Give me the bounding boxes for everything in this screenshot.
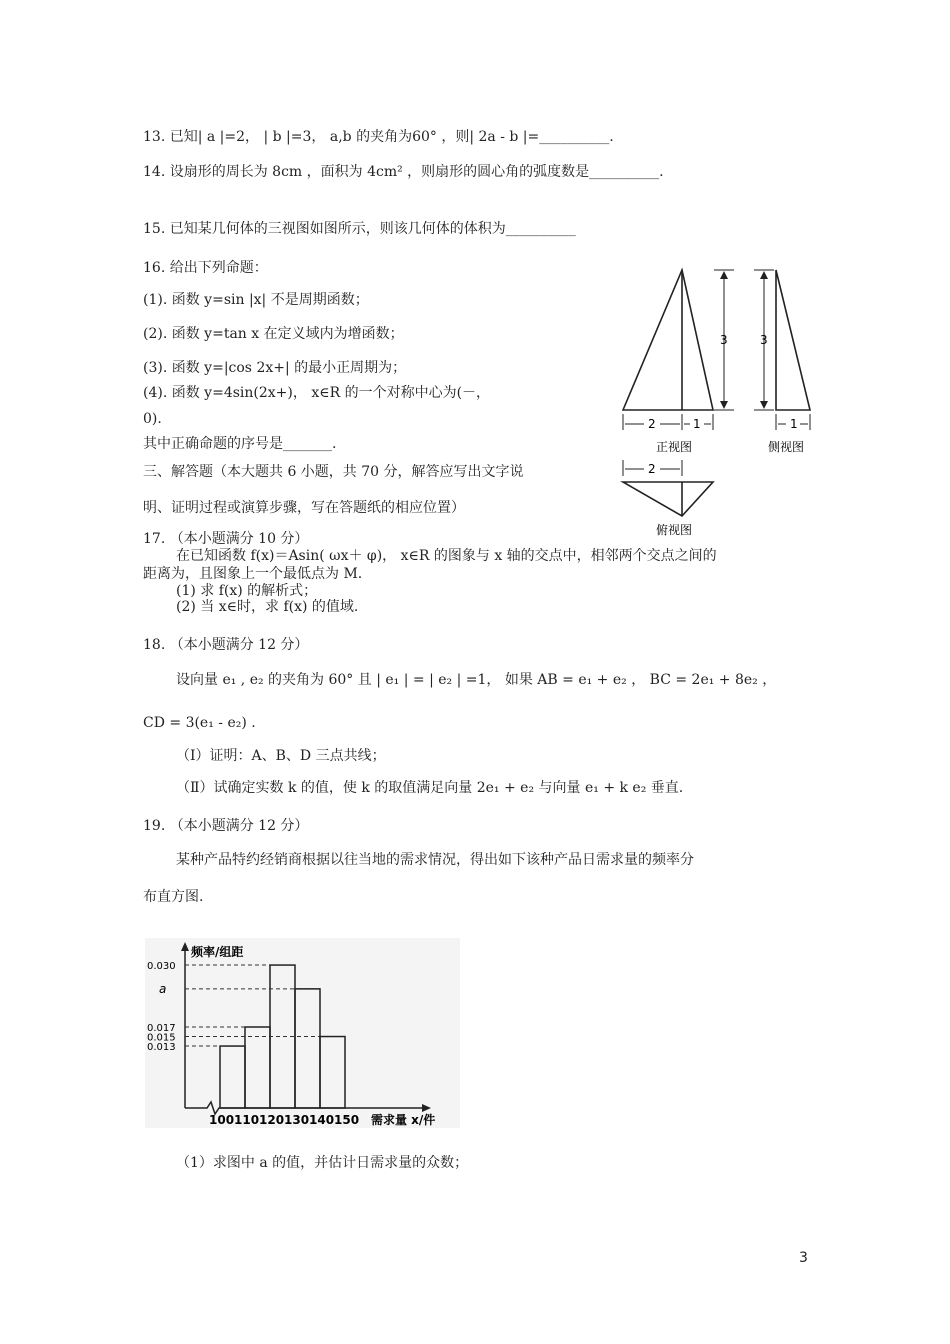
x-tick-label: 100 — [209, 1113, 235, 1127]
question-18-part: （Ⅰ）证明：A、B、D 三点共线； — [176, 748, 386, 764]
question-17-line: 距离为，且图象上一个最低点为 M. — [143, 566, 363, 582]
question-19-part: （1）求图中 a 的值，并估计日需求量的众数； — [176, 1155, 469, 1171]
question-17-part: (2) 当 x∈时，求 f(x) 的值域. — [176, 599, 359, 615]
x-axis-arrow — [422, 1104, 431, 1112]
histogram-bar — [220, 1046, 245, 1108]
question-19-line: 布直方图. — [143, 889, 204, 905]
question-16-item: (3). 函数 y=|cos 2x+| 的最小正周期为； — [143, 360, 407, 376]
x-tick-label: 130 — [284, 1113, 310, 1127]
question-16-title: 16. 给出下列命题： — [143, 260, 268, 276]
y-tick-label: 0.015 — [147, 1032, 176, 1044]
page-number: 3 — [799, 1250, 808, 1266]
y-tick-label: 0.017 — [147, 1023, 176, 1034]
question-13: 13. 已知| a |=2， | b |=3， a,b 的夹角为60° ，则| 2a - b |=__________. — [143, 129, 614, 145]
side-base-label: 1 — [790, 417, 798, 431]
section-3-heading: 三、解答题（本大题共 6 小题，共 70 分，解答应写出文字说 — [143, 464, 524, 480]
histogram-bar — [320, 1037, 345, 1108]
frequency-histogram — [145, 938, 460, 1128]
question-18-line: CD = 3(e₁ - e₂) . — [143, 715, 256, 731]
y-tick-label: 0.030 — [147, 961, 176, 973]
x-tick-label: 150 — [334, 1113, 360, 1127]
front-base-right-label: 1 — [693, 417, 701, 431]
side-height-label: 3 — [760, 333, 768, 347]
top-width-label: 2 — [648, 462, 656, 476]
question-17-head: 17. （本小题满分 10 分） — [143, 531, 309, 547]
top-view-shape — [623, 482, 713, 516]
question-14: 14. 设扇形的周长为 8cm ，面积为 4cm² ，则扇形的圆心角的弧度数是__________. — [143, 164, 664, 180]
top-view-caption: 俯视图 — [656, 523, 693, 537]
y-axis-label: 频率/组距 — [191, 945, 244, 959]
question-17-line: 在已知函数 f(x)＝Asin( ωx＋ φ)， x∈R 的图象与 x 轴的交点中，相邻两个交点之间的 — [176, 548, 717, 564]
histogram-bar — [245, 1027, 270, 1108]
question-18-head: 18. （本小题满分 12 分） — [143, 637, 309, 653]
histogram-bar — [295, 989, 320, 1108]
question-15: 15. 已知某几何体的三视图如图所示，则该几何体的体积为__________ — [143, 221, 576, 237]
section-3-heading-cont: 明、证明过程或演算步骤，写在答题纸的相应位置） — [143, 500, 465, 516]
y-axis-arrow — [181, 942, 189, 951]
x-tick-label: 110 — [234, 1113, 260, 1127]
question-17-part: (1) 求 f(x) 的解析式； — [176, 583, 318, 599]
question-16-ask: 其中正确命题的序号是_______. — [143, 436, 337, 452]
y-tick-label: 0.013 — [147, 1042, 176, 1054]
front-height-label: 3 — [720, 333, 728, 347]
three-view-figure — [610, 262, 825, 542]
front-view-shape — [623, 270, 713, 410]
question-19-line: 某种产品特约经销商根据以往当地的需求情况，得出如下该种产品日需求量的频率分 — [176, 852, 694, 868]
question-18-part: （Ⅱ）试确定实数 k 的值，使 k 的取值满足向量 2e₁ + e₂ 与向量 e₁ + k e₂ 垂直. — [176, 780, 684, 796]
y-tick-label: a — [159, 981, 167, 996]
question-16-item: (4). 函数 y=4sin(2x+)， x∈R 的一个对称中心为(－， — [143, 385, 491, 401]
question-16-item: (1). 函数 y=sin |x| 不是周期函数； — [143, 292, 369, 308]
x-axis-label: 需求量 x/件 — [371, 1113, 436, 1127]
front-view-caption: 正视图 — [656, 440, 693, 454]
x-tick-label: 140 — [309, 1113, 335, 1127]
front-base-left-label: 2 — [648, 417, 656, 431]
x-tick-label: 120 — [259, 1113, 285, 1127]
side-view-shape — [776, 270, 810, 410]
side-view-caption: 侧视图 — [768, 440, 805, 454]
question-18-line: 设向量 e₁ , e₂ 的夹角为 60° 且 | e₁ | = | e₂ | =1， 如果 AB = e₁ + e₂ ， BC = 2e₁ + 8e₂ ， — [176, 672, 777, 688]
question-19-head: 19. （本小题满分 12 分） — [143, 818, 309, 834]
question-16-item: 0). — [143, 411, 162, 427]
question-16-item: (2). 函数 y=tan x 在定义域内为增函数； — [143, 326, 404, 342]
